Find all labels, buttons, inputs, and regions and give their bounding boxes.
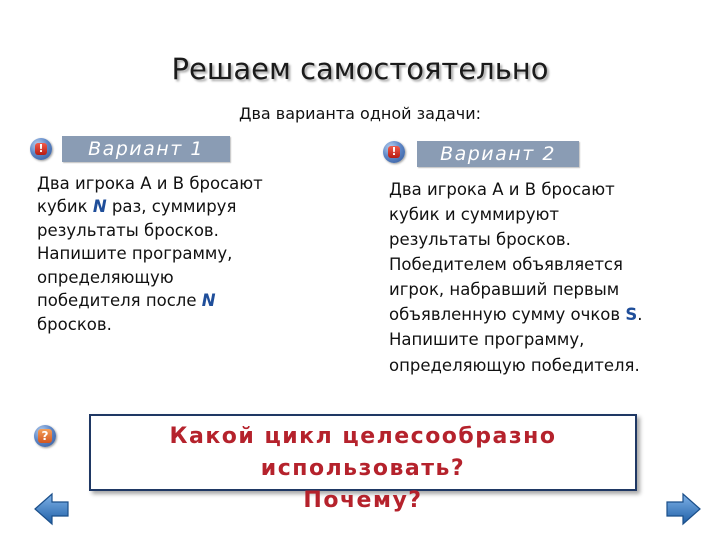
task-line: Два игрока А и В бросают: [37, 174, 263, 193]
variable-n: N: [201, 291, 216, 311]
question-line-1: Какой цикл целесообразно использовать?: [169, 424, 557, 481]
task-line: кубик и суммируют: [389, 205, 560, 225]
exclamation-icon: !: [35, 143, 47, 155]
variant-1-label: Вариант 1: [62, 136, 230, 162]
question-badge-icon: [34, 425, 56, 447]
variable-n: N: [92, 197, 107, 217]
question-box: [89, 414, 637, 513]
question-icon: ?: [38, 429, 52, 443]
arrow-right-icon: [664, 490, 702, 528]
forward-button[interactable]: [664, 490, 702, 528]
task-line: Победителем объявляется: [389, 255, 623, 275]
exclamation-icon: !: [388, 146, 400, 158]
task-line: определяющую: [37, 267, 174, 287]
exclamation-badge-icon: [383, 141, 405, 163]
variant-2-task: [389, 177, 709, 378]
task-line: победителя после N: [37, 291, 216, 311]
task-line: результаты бросков.: [37, 220, 219, 240]
variable-s: S: [625, 305, 638, 325]
variant-1-task: [37, 172, 337, 336]
exclamation-badge-icon: [30, 138, 52, 160]
task-line: Напишите программу,: [389, 330, 585, 350]
task-line: результаты бросков.: [389, 230, 571, 250]
arrow-left-icon: [33, 490, 71, 528]
slide-title: Решаем самостоятельно: [171, 52, 549, 86]
task-line: кубик N раз, суммируя: [37, 197, 237, 217]
slide-subtitle: Два варианта одной задачи:: [238, 104, 482, 123]
variant-2-label: Вариант 2: [417, 141, 579, 167]
question-line-2: Почему?: [303, 488, 423, 513]
task-line: Напишите программу,: [37, 244, 233, 264]
task-line: объявленную сумму очков S.: [389, 305, 643, 325]
back-button[interactable]: [33, 490, 71, 528]
task-line: определяющую победителя.: [389, 355, 640, 375]
task-line: Два игрока А и В бросают: [389, 180, 615, 199]
task-line: бросков.: [37, 314, 112, 334]
task-line: игрок, набравший первым: [389, 280, 620, 300]
